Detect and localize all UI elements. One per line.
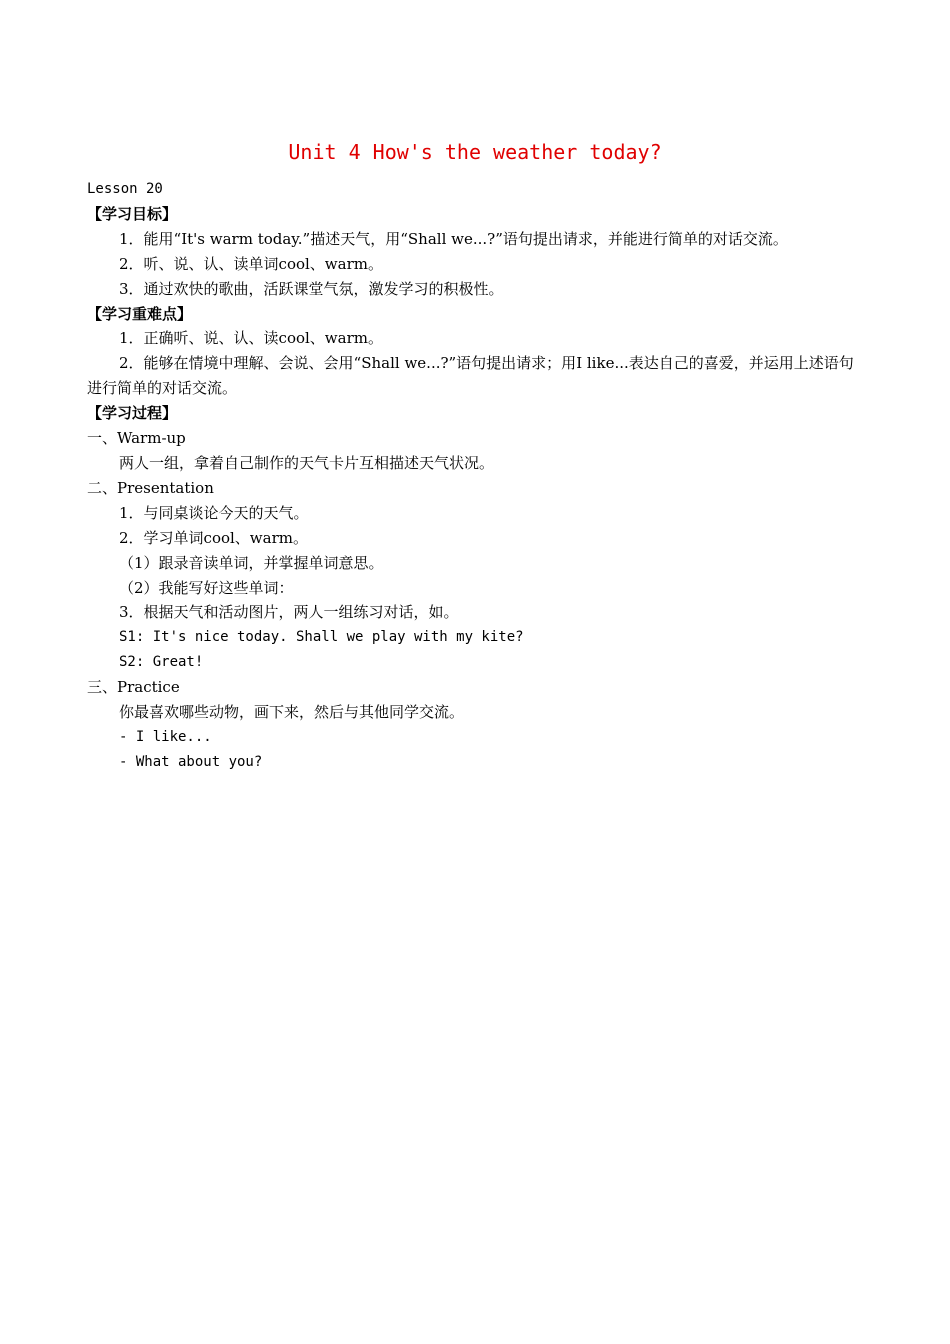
presentation-heading: 二、Presentation	[87, 478, 214, 497]
process-heading: 【学习过程】	[87, 404, 178, 423]
presentation-item: （1）跟录音读单词，并掌握单词意思。	[119, 553, 384, 572]
dialogue-line: - What about you?	[119, 753, 263, 770]
objective-item: 1．能用“It's warm today.”描述天气，用“Shall we...?”语句提出请求，并能进行简单的对话交流。	[119, 229, 788, 248]
objectives-heading: 【学习目标】	[87, 204, 178, 223]
lesson-number: Lesson 20	[87, 181, 163, 197]
document-title: Unit 4 How's the weather today?	[288, 140, 662, 164]
dialogue-line: S2: Great!	[119, 654, 204, 671]
keypoint-item: 2．能够在情境中理解、会说、会用“Shall we...?”语句提出请求；用I like...表达自己的喜爱，并运用上述语句进行简单的对话交流。	[87, 354, 854, 398]
objective-item: 2．听、说、认、读单词cool、warm。	[119, 254, 383, 273]
dialogue-line: - I like...	[119, 728, 212, 745]
dialogue-line: S1: It's nice today. Shall we play with my kite?	[119, 629, 524, 646]
document-body	[87, 177, 867, 775]
objective-item: 3．通过欢快的歌曲，活跃课堂气氛，激发学习的积极性。	[119, 279, 504, 298]
practice-heading: 三、Practice	[87, 678, 180, 697]
warmup-text: 两人一组，拿着自己制作的天气卡片互相描述天气状况。	[119, 453, 495, 472]
presentation-item: 3．根据天气和活动图片，两人一组练习对话，如。	[119, 603, 459, 622]
practice-item: 你最喜欢哪些动物，画下来，然后与其他同学交流。	[119, 703, 465, 722]
presentation-item: 2．学习单词cool、warm。	[119, 528, 308, 547]
keypoint-item: 1．正确听、说、认、读cool、warm。	[119, 329, 383, 348]
presentation-item: 1．与同桌谈论今天的天气。	[119, 503, 309, 522]
warmup-heading: 一、Warm-up	[87, 429, 186, 448]
keypoints-heading: 【学习重难点】	[87, 304, 193, 323]
presentation-item: （2）我能写好这些单词：	[119, 578, 294, 597]
